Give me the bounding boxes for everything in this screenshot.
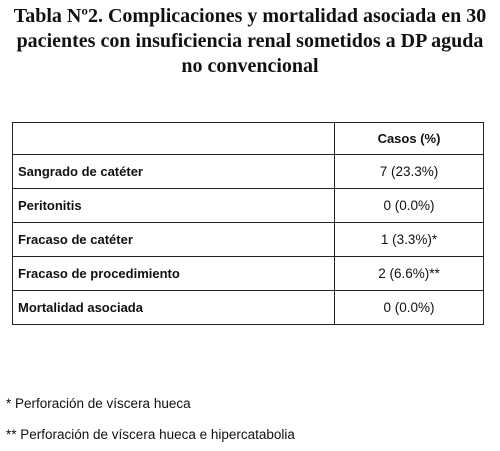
footnote-2: ** Perforación de víscera hueca e hipercatabolia bbox=[6, 427, 295, 442]
row-label: Fracaso de procedimiento bbox=[13, 257, 335, 291]
table-row bbox=[13, 189, 484, 223]
row-label: Sangrado de catéter bbox=[13, 155, 335, 189]
row-value: 1 (3.3%)* bbox=[335, 223, 484, 257]
table-row bbox=[13, 155, 484, 189]
table-row bbox=[13, 257, 484, 291]
title-line-2: pacientes con insuficiencia renal sometidos a DP aguda bbox=[16, 30, 484, 52]
row-label: Peritonitis bbox=[13, 189, 335, 223]
table-row bbox=[13, 291, 484, 325]
title-line-3: no convencional bbox=[181, 55, 319, 77]
row-value: 2 (6.6%)** bbox=[335, 257, 484, 291]
title-line-1: Tabla Nº2. Complicaciones y mortalidad asociada en 30 bbox=[13, 5, 487, 27]
table-header-row bbox=[13, 123, 484, 155]
header-label-cell bbox=[13, 123, 335, 155]
complications-table bbox=[12, 122, 484, 325]
row-value: 0 (0.0%) bbox=[335, 291, 484, 325]
row-value: 7 (23.3%) bbox=[335, 155, 484, 189]
table-title bbox=[0, 4, 500, 79]
row-label: Mortalidad asociada bbox=[13, 291, 335, 325]
table-row bbox=[13, 223, 484, 257]
footnotes bbox=[6, 395, 295, 443]
row-label: Fracaso de catéter bbox=[13, 223, 335, 257]
footnote-1: * Perforación de víscera hueca bbox=[6, 396, 191, 411]
header-cases-cell: Casos (%) bbox=[335, 123, 484, 155]
row-value: 0 (0.0%) bbox=[335, 189, 484, 223]
